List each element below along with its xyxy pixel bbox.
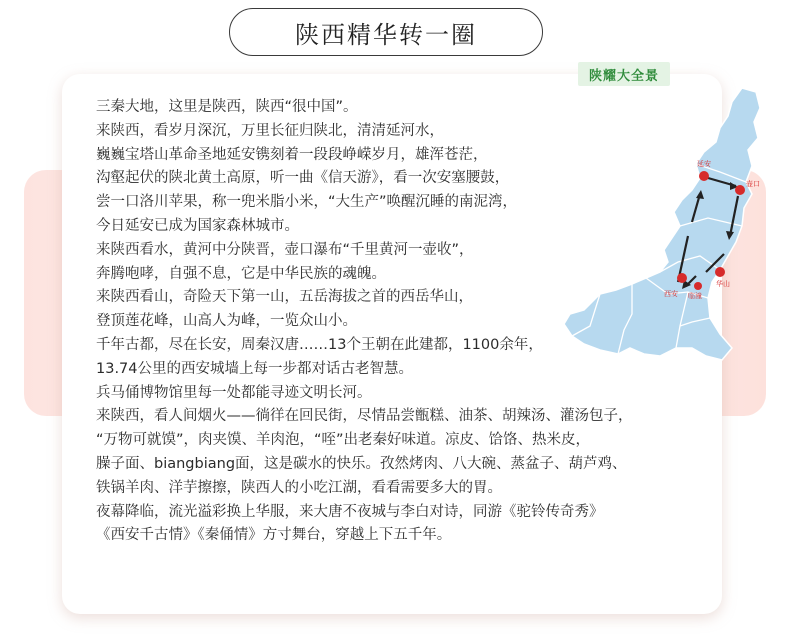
map-badge-label: 陕耀大全景: [588, 68, 659, 84]
body-line: 《西安千古情》《秦俑情》方寸舞台，穿越上下五千年。: [96, 527, 452, 544]
page-title-text: 陕西精华转一圈: [295, 20, 477, 49]
body-line: 铁锅羊肉、洋芋擦擦，陕西人的小吃江湖，看看需要多大的胃。: [96, 479, 502, 496]
map-badge: [578, 62, 670, 86]
body-line: 臊子面、biangbiang面，这是碳水的快乐。孜然烤肉、八大碗、蒸盆子、葫芦鸡、: [96, 455, 627, 472]
body-line: 兵马俑博物馆里每一处都能寻迹文明长河。: [96, 384, 372, 401]
body-line: 三秦大地，这里是陕西，陕西“很中国”。: [96, 99, 358, 115]
body-line: 来陕西看水，黄河中分陕晋，壶口瀑布“千里黄河一壶收”，: [96, 241, 474, 258]
body-line: 登顶莲花峰，山高人为峰，一览众山小。: [96, 313, 357, 330]
stop-lintong-label: 临潼: [688, 292, 702, 300]
page-title: [229, 8, 543, 56]
body-line: 巍巍宝塔山革命圣地延安镌刻着一段段峥嵘岁月，雄浑苍茫，: [96, 146, 488, 163]
stop-hukou-marker: [735, 185, 745, 195]
stop-hukou-label: 壶口: [746, 180, 760, 188]
body-text: [96, 96, 736, 548]
body-line: 奔腾咆哮，自强不息，它是中华民族的魂魄。: [96, 265, 386, 282]
stop-huashan-label: 华山: [716, 280, 730, 288]
body-line: 沟壑起伏的陕北黄土高原，听一曲《信天游》，看一次安塞腰鼓，: [96, 170, 510, 187]
body-line: 来陕西，看岁月深沉，万里长征归陕北，清清延河水，: [96, 122, 444, 139]
body-line: 今日延安已成为国家森林城市。: [96, 217, 299, 234]
stop-xian-label: 西安: [664, 290, 678, 298]
stop-yanan-label: 延安: [697, 160, 711, 168]
body-line: 夜幕降临，流光溢彩换上华服，来大唐不夜城与李白对诗，同游《驼铃传奇秀》: [96, 503, 604, 520]
body-line: 千年古都，尽在长安，周秦汉唐……13个王朝在此建都，1100余年，: [96, 336, 543, 353]
body-line: 来陕西，看人间烟火——徜徉在回民街，尽情品尝甑糕、油茶、胡辣汤、灌汤包子，: [96, 408, 633, 425]
body-line: 尝一口洛川苹果，称一兜米脂小米，“大生产”唤醒沉睡的南泥湾，: [96, 194, 518, 211]
body-line: 13.74公里的西安城墙上每一步都对话古老智慧。: [96, 360, 414, 377]
body-line: “万物可就馍”，肉夹馍、羊肉泡，“咥”出老秦好味道。凉皮、饸饹、热米皮，: [96, 432, 591, 449]
body-line: 来陕西看山，奇险天下第一山，五岳海拔之首的西岳华山，: [96, 289, 473, 306]
